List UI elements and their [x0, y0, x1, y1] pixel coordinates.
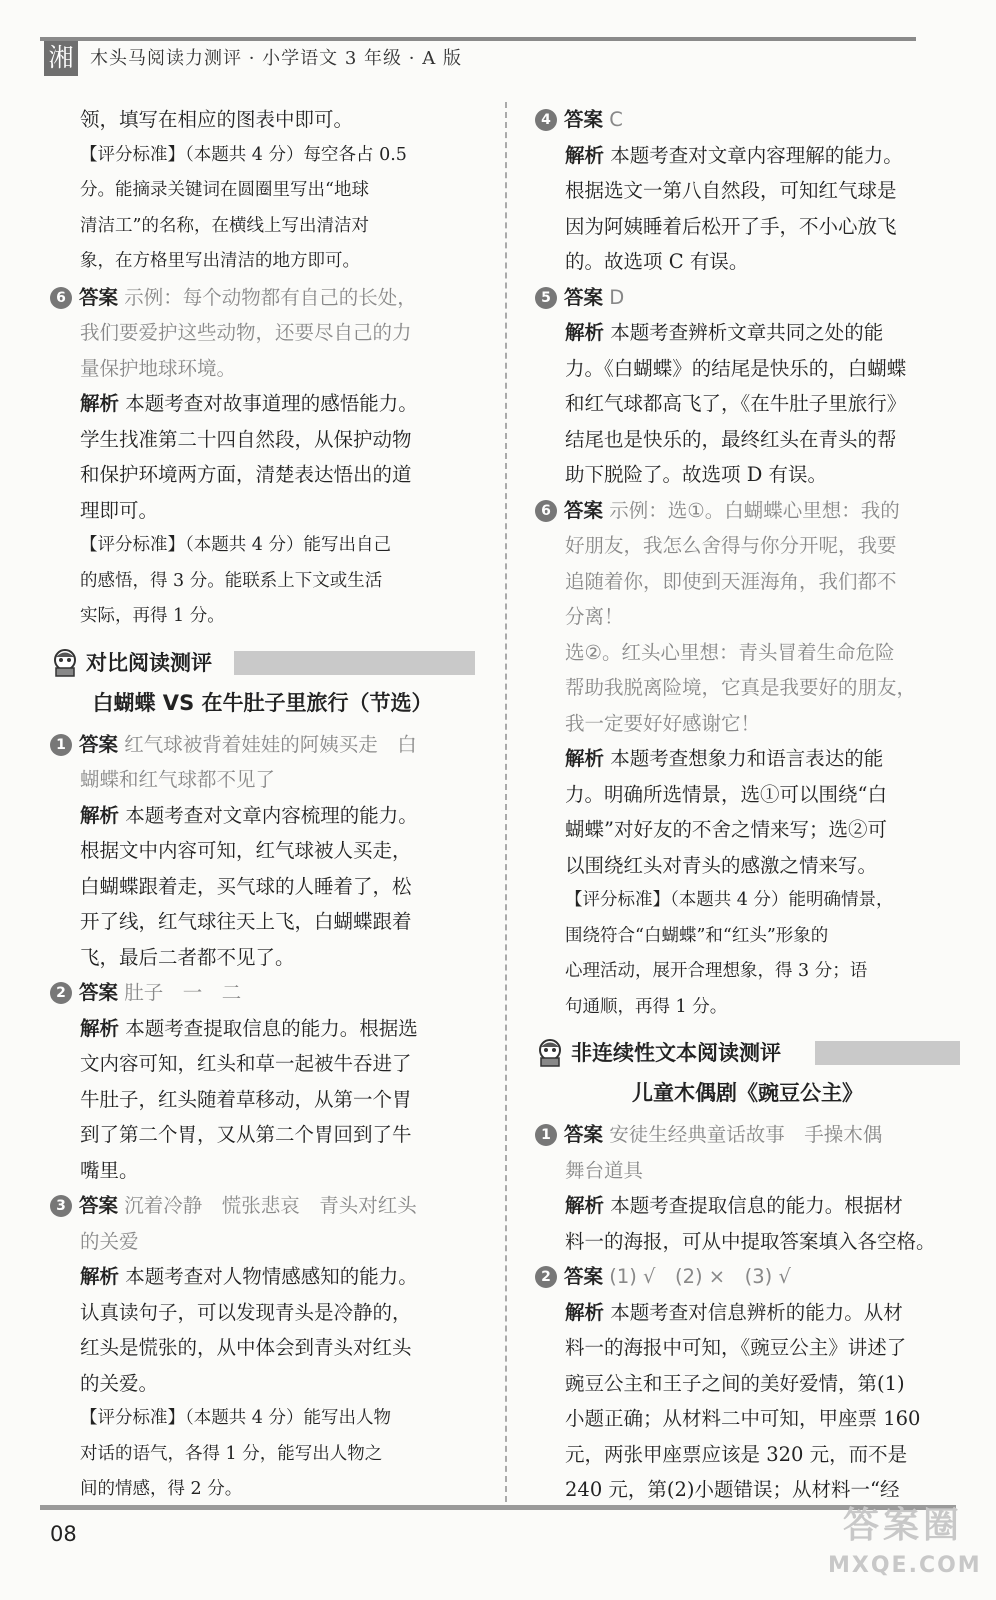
analysis-text: 豌豆公主和王子之间的美好爱情，第(1) [565, 1371, 905, 1395]
analysis-label: 解析 [565, 143, 605, 167]
analysis-label: 解析 [565, 1300, 605, 1324]
scoring-line: 实际，再得 1 分。 [80, 606, 225, 626]
analysis-text: 本题考查提取信息的能力。根据选 [125, 1016, 418, 1040]
analysis-text: 牛肚子，红头随着草移动，从第一个胃 [80, 1087, 412, 1111]
right-column [535, 102, 960, 1508]
answer-text: 追随着你，即使到天涯海角，我们都不 [565, 569, 897, 593]
answer-label: 答案 [79, 285, 119, 309]
scoring-line: 分。能摘录关键词在圆圈里写出“地球 [80, 180, 369, 200]
analysis-text: 本题考查对故事道理的感悟能力。 [125, 392, 418, 415]
question-number: 4 [535, 109, 557, 131]
analysis-text: 本题考查对信息辨析的能力。从材 [610, 1300, 903, 1324]
question-3 [50, 1188, 475, 1508]
answer-text: 选②。红头心里想：青头冒着生命危险 [565, 640, 895, 664]
analysis-label: 解析 [80, 1265, 120, 1288]
analysis-label: 解析 [565, 1194, 605, 1217]
analysis-text: 学生找准第二十四自然段，从保护动物 [80, 427, 412, 451]
analysis-text: 本题考查想象力和语言表达的能 [610, 747, 884, 770]
answer-text: 帮助我脱离险境，它真是我要好的朋友， [565, 676, 917, 699]
question-1-right [535, 1117, 960, 1259]
answer-label: 答案 [564, 498, 604, 522]
scoring-line: 句通顺，再得 1 分。 [565, 996, 728, 1017]
answer-text: 安徒生经典童话故事 手操木偶 [609, 1123, 883, 1146]
answer-text: 示例：每个动物都有自己的长处， [124, 285, 417, 309]
question-number: 3 [50, 1195, 72, 1217]
analysis-text: 的关爱。 [80, 1371, 159, 1395]
answer-text: 舞台道具 [565, 1158, 644, 1182]
page-number: 08 [50, 1522, 77, 1546]
analysis-text: 嘴里。 [80, 1158, 139, 1182]
question-number: 6 [535, 500, 557, 522]
header-rule [40, 37, 916, 41]
section-bar [234, 651, 475, 675]
scoring-line: 对话的语气，各得 1 分，能写出人物之 [80, 1443, 383, 1464]
analysis-text: 料一的海报中可知，《豌豆公主》讲述了 [565, 1336, 907, 1359]
analysis-text: 结尾也是快乐的，最终红头在青头的帮 [565, 427, 897, 451]
answer-label: 答案 [564, 1265, 604, 1288]
analysis-text: 240 元，第(2)小题错误；从材料一“经 [565, 1478, 900, 1501]
analysis-text: 和保护环境两方面，清楚表达悟出的道 [80, 463, 412, 486]
question-6 [50, 280, 475, 635]
site-watermark [828, 1500, 982, 1592]
answer-text: 我们要爱护这些动物，还要尽自己的力 [80, 321, 412, 344]
question-number: 5 [535, 287, 557, 309]
answer-text: 蝴蝶和红气球都不见了 [80, 768, 276, 791]
answer-text: C [609, 108, 623, 131]
reader-mascot-icon [50, 648, 80, 678]
question-number: 1 [50, 734, 72, 756]
analysis-label: 解析 [80, 803, 120, 827]
page-header [40, 40, 956, 76]
section-subtitle: 白蝴蝶 VS 在牛肚子里旅行（节选） [92, 690, 433, 715]
answer-label: 答案 [79, 1194, 119, 1217]
analysis-text: 蝴蝶”对好友的不舍之情来写；选②可 [565, 818, 887, 841]
analysis-text: 到了第二个胃，又从第二个胃回到了牛 [80, 1123, 412, 1146]
analysis-text: 本题考查提取信息的能力。根据材 [610, 1194, 903, 1217]
answer-text: 肚子 一 二 [124, 981, 242, 1004]
scoring-line: 清洁工”的名称，在横线上写出清洁对 [80, 215, 369, 236]
analysis-text: 开了线，红气球往天上飞，白蝴蝶跟着 [80, 910, 412, 933]
column-divider [505, 102, 507, 1502]
analysis-text: 和红气球都高飞了，《在牛肚子里旅行》 [565, 392, 907, 415]
answer-text: 沉着冷静 慌张悲哀 青头对红头 [124, 1194, 417, 1217]
question-6-right [535, 493, 960, 1026]
analysis-text: 以围绕红头对青头的感激之情来写。 [565, 853, 878, 877]
answer-label: 答案 [564, 108, 604, 131]
section-subtitle: 儿童木偶剧《豌豆公主》 [632, 1081, 863, 1105]
analysis-label: 解析 [565, 321, 605, 344]
analysis-text: 元，两张甲座票应该是 320 元，而不是 [565, 1442, 908, 1466]
answer-text: (1) √ (2) × (3) √ [609, 1265, 791, 1288]
scoring-line: 【评分标准】（本题共 4 分）每空各占 0.5 [80, 144, 407, 165]
question-number: 6 [50, 287, 72, 309]
question-number: 1 [535, 1124, 557, 1146]
answer-label: 答案 [564, 285, 604, 309]
scoring-line: 【评分标准】（本题共 4 分）能写出自己 [80, 535, 392, 555]
section-header-comparison [50, 645, 475, 683]
answer-label: 答案 [79, 981, 119, 1004]
analysis-text: 本题考查辨析文章共同之处的能 [610, 321, 884, 344]
analysis-text: 根据文中内容可知，红气球被人买走， [80, 839, 412, 862]
analysis-text: 文内容可知，红头和草一起被牛吞进了 [80, 1052, 412, 1075]
analysis-text: 力。明确所选情景，选①可以围绕“白 [565, 782, 887, 806]
text-line: 领，填写在相应的图表中即可。 [80, 108, 354, 131]
answer-text: D [609, 285, 625, 309]
reader-mascot-icon [535, 1038, 565, 1068]
analysis-text: 红头是慌张的，从中体会到青头对红头 [80, 1336, 412, 1359]
answer-label: 答案 [79, 732, 119, 756]
region-badge: 湘 [44, 40, 78, 76]
section-title: 非连续性文本阅读测评 [571, 1041, 781, 1065]
answer-text: 分离！ [565, 605, 624, 628]
book-title: 木头马阅读力测评 · 小学语文 3 年级 · A 版 [90, 48, 462, 69]
answer-text: 我一定要好好感谢它！ [565, 711, 761, 735]
answer-label: 答案 [564, 1123, 604, 1146]
analysis-text: 的。故选项 C 有误。 [565, 250, 749, 273]
left-column [50, 102, 475, 1508]
section-bar [815, 1041, 960, 1065]
question-1 [50, 727, 475, 976]
answer-text: 的关爱 [80, 1229, 139, 1253]
analysis-label: 解析 [80, 392, 120, 415]
analysis-text: 根据选文一第八自然段，可知红气球是 [565, 179, 897, 202]
answer-text: 红气球被背着娃娃的阿姨买走 白 [124, 732, 417, 756]
scoring-line: 【评分标准】（本题共 4 分）能写出人物 [80, 1408, 392, 1428]
analysis-text: 本题考查对人物情感感知的能力。 [125, 1265, 418, 1288]
question-number: 2 [50, 982, 72, 1004]
answer-text: 好朋友，我怎么舍得与你分开呢，我要 [565, 534, 897, 557]
scoring-line: 象，在方格里写出清洁的地方即可。 [80, 251, 360, 271]
question-4 [535, 102, 960, 280]
analysis-text: 飞，最后二者都不见了。 [80, 945, 295, 969]
answer-text: 示例：选①。白蝴蝶心里想：我的 [609, 498, 900, 522]
footer-rule [40, 1505, 956, 1510]
analysis-label: 解析 [565, 747, 605, 770]
analysis-text: 小题正确；从材料二中可知，甲座票 160 [565, 1407, 921, 1430]
analysis-text: 认真读句子，可以发现青头是冷静的， [80, 1300, 412, 1324]
analysis-text: 料一的海报，可从中提取答案填入各空格。 [565, 1229, 936, 1253]
scoring-line: 的感悟，得 3 分。能联系上下文或生活 [80, 570, 383, 591]
question-5 [535, 280, 960, 493]
analysis-text: 本题考查对文章内容理解的能力。 [610, 143, 903, 167]
scoring-line: 围绕符合“白蝴蝶”和“红头”形象的 [565, 925, 829, 946]
answer-text: 量保护地球环境。 [80, 356, 237, 380]
scoring-line: 【评分标准】（本题共 4 分）能明确情景， [565, 890, 894, 910]
analysis-text: 本题考查对文章内容梳理的能力。 [125, 803, 418, 827]
analysis-text: 助下脱险了。故选项 D 有误。 [565, 463, 828, 486]
scoring-line: 间的情感，得 2 分。 [80, 1479, 243, 1499]
section-header-noncontinuous [535, 1035, 960, 1073]
question-number: 2 [535, 1266, 557, 1288]
analysis-text: 理即可。 [80, 498, 159, 522]
analysis-text: 因为阿姨睡着后松开了手，不小心放飞 [565, 214, 897, 238]
scoring-line: 心理活动，展开合理想象，得 3 分；语 [565, 961, 868, 981]
analysis-label: 解析 [80, 1016, 120, 1040]
analysis-text: 力。《白蝴蝶》的结尾是快乐的，白蝴蝶 [565, 356, 907, 380]
section-title: 对比阅读测评 [86, 650, 212, 675]
question-2-right [535, 1259, 960, 1508]
watermark-text: 答案圈 [842, 1505, 963, 1546]
analysis-text: 白蝴蝶跟着走，买气球的人睡着了，松 [80, 874, 412, 898]
watermark-url: MXQE.COM [828, 1553, 982, 1578]
question-2 [50, 975, 475, 1188]
